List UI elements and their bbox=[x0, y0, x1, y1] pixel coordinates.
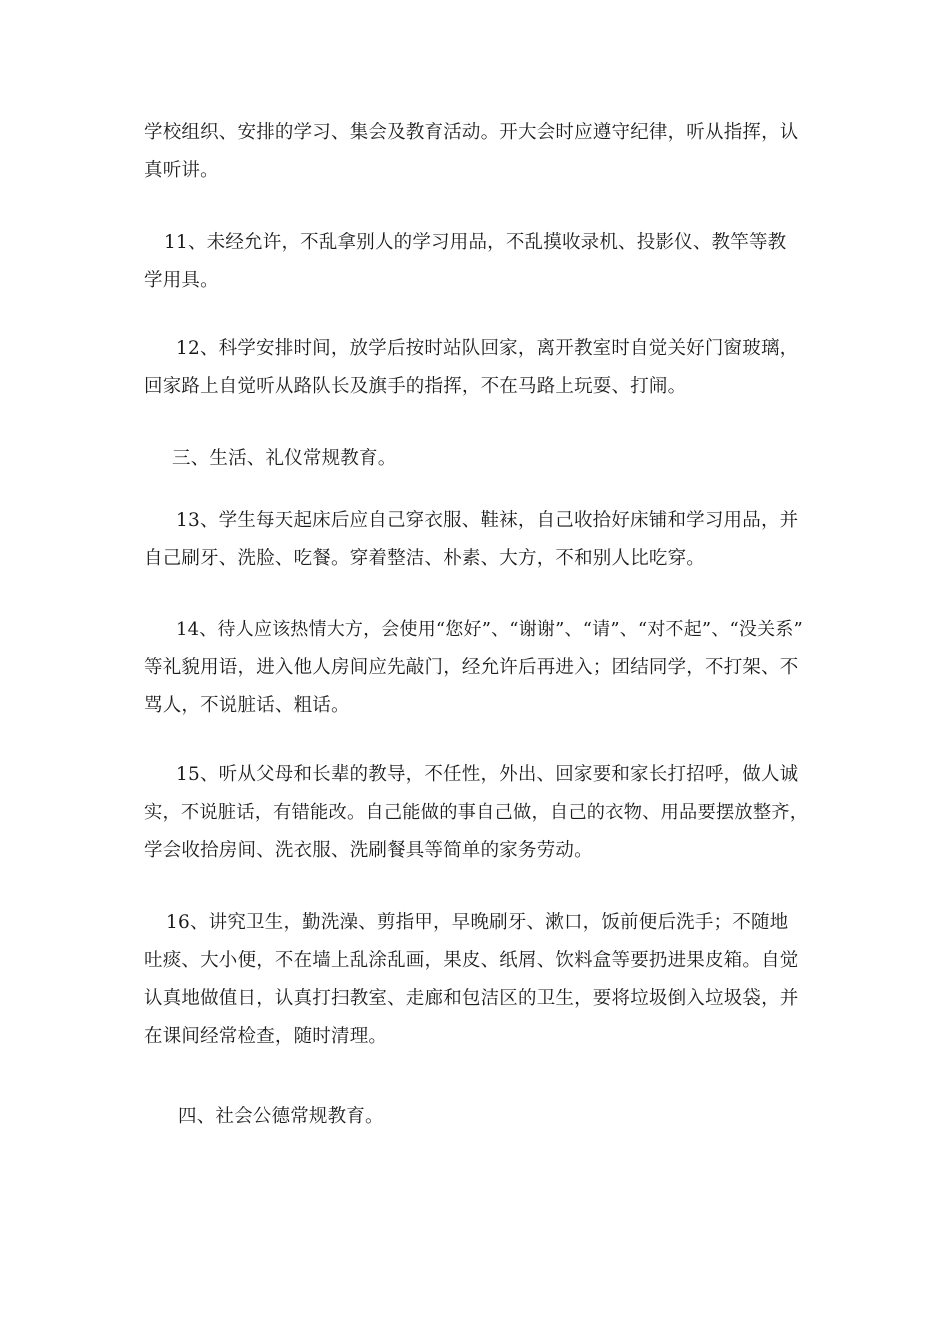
text-line: 学校组织、安排的学习、集会及教育活动。开大会时应遵守纪律，听从指挥，认 bbox=[144, 122, 799, 143]
section-heading-4 bbox=[144, 1098, 808, 1136]
text-line: 14、待人应该热情大方，会使用“您好”、“谢谢”、“请”、“对不起”、“没关系” bbox=[176, 619, 803, 640]
text-line: 学会收拾房间、洗衣服、洗刷餐具等简单的家务劳动。 bbox=[144, 840, 593, 861]
text-line: 16、讲究卫生，勤洗澡、剪指甲，早晚刷牙、漱口，饭前便后洗手；不随地 bbox=[166, 912, 789, 933]
heading-line: 四、社会公德常规教育。 bbox=[178, 1106, 384, 1127]
text-line: 真听讲。 bbox=[144, 160, 219, 181]
text-line: 自己刷牙、洗脸、吃餐。穿着整洁、朴素、大方，不和别人比吃穿。 bbox=[144, 548, 706, 569]
paragraph-item-14 bbox=[144, 611, 808, 725]
text-line: 回家路上自觉听从路队长及旗手的指挥，不在马路上玩耍、打闹。 bbox=[144, 376, 687, 397]
text-line: 等礼貌用语，进入他人房间应先敲门，经允许后再进入；团结同学，不打架、不 bbox=[144, 657, 799, 678]
paragraph-item-15 bbox=[144, 756, 808, 870]
text-line: 吐痰、大小便，不在墙上乱涂乱画，果皮、纸屑、饮料盒等要扔进果皮箱。自觉 bbox=[144, 950, 799, 971]
paragraph-item-11 bbox=[144, 224, 808, 300]
paragraph-item-13 bbox=[144, 502, 808, 578]
text-line: 11、未经允许，不乱拿别人的学习用品，不乱摸收录机、投影仪、教竿等教 bbox=[164, 232, 787, 253]
section-heading-3 bbox=[144, 440, 808, 478]
text-line: 骂人，不说脏话、粗话。 bbox=[144, 695, 350, 716]
paragraph-item-12 bbox=[144, 330, 808, 406]
paragraph-continuation bbox=[144, 114, 808, 190]
text-line: 认真地做值日，认真打扫教室、走廊和包洁区的卫生，要将垃圾倒入垃圾袋，并 bbox=[144, 988, 799, 1009]
text-line: 学用具。 bbox=[144, 270, 219, 291]
text-line: 12、科学安排时间，放学后按时站队回家，离开教室时自觉关好门窗玻璃， bbox=[176, 338, 799, 359]
text-line: 在课间经常检查，随时清理。 bbox=[144, 1026, 388, 1047]
text-line: 13、学生每天起床后应自己穿衣服、鞋袜，自己收拾好床铺和学习用品，并 bbox=[176, 510, 799, 531]
text-line: 实，不说脏话，有错能改。自己能做的事自己做，自己的衣物、用品要摆放整齐， bbox=[144, 802, 809, 823]
heading-line: 三、生活、礼仪常规教育。 bbox=[172, 448, 397, 469]
paragraph-item-16 bbox=[144, 904, 808, 1056]
text-line: 15、听从父母和长辈的教导，不任性，外出、回家要和家长打招呼，做人诚 bbox=[176, 764, 799, 785]
